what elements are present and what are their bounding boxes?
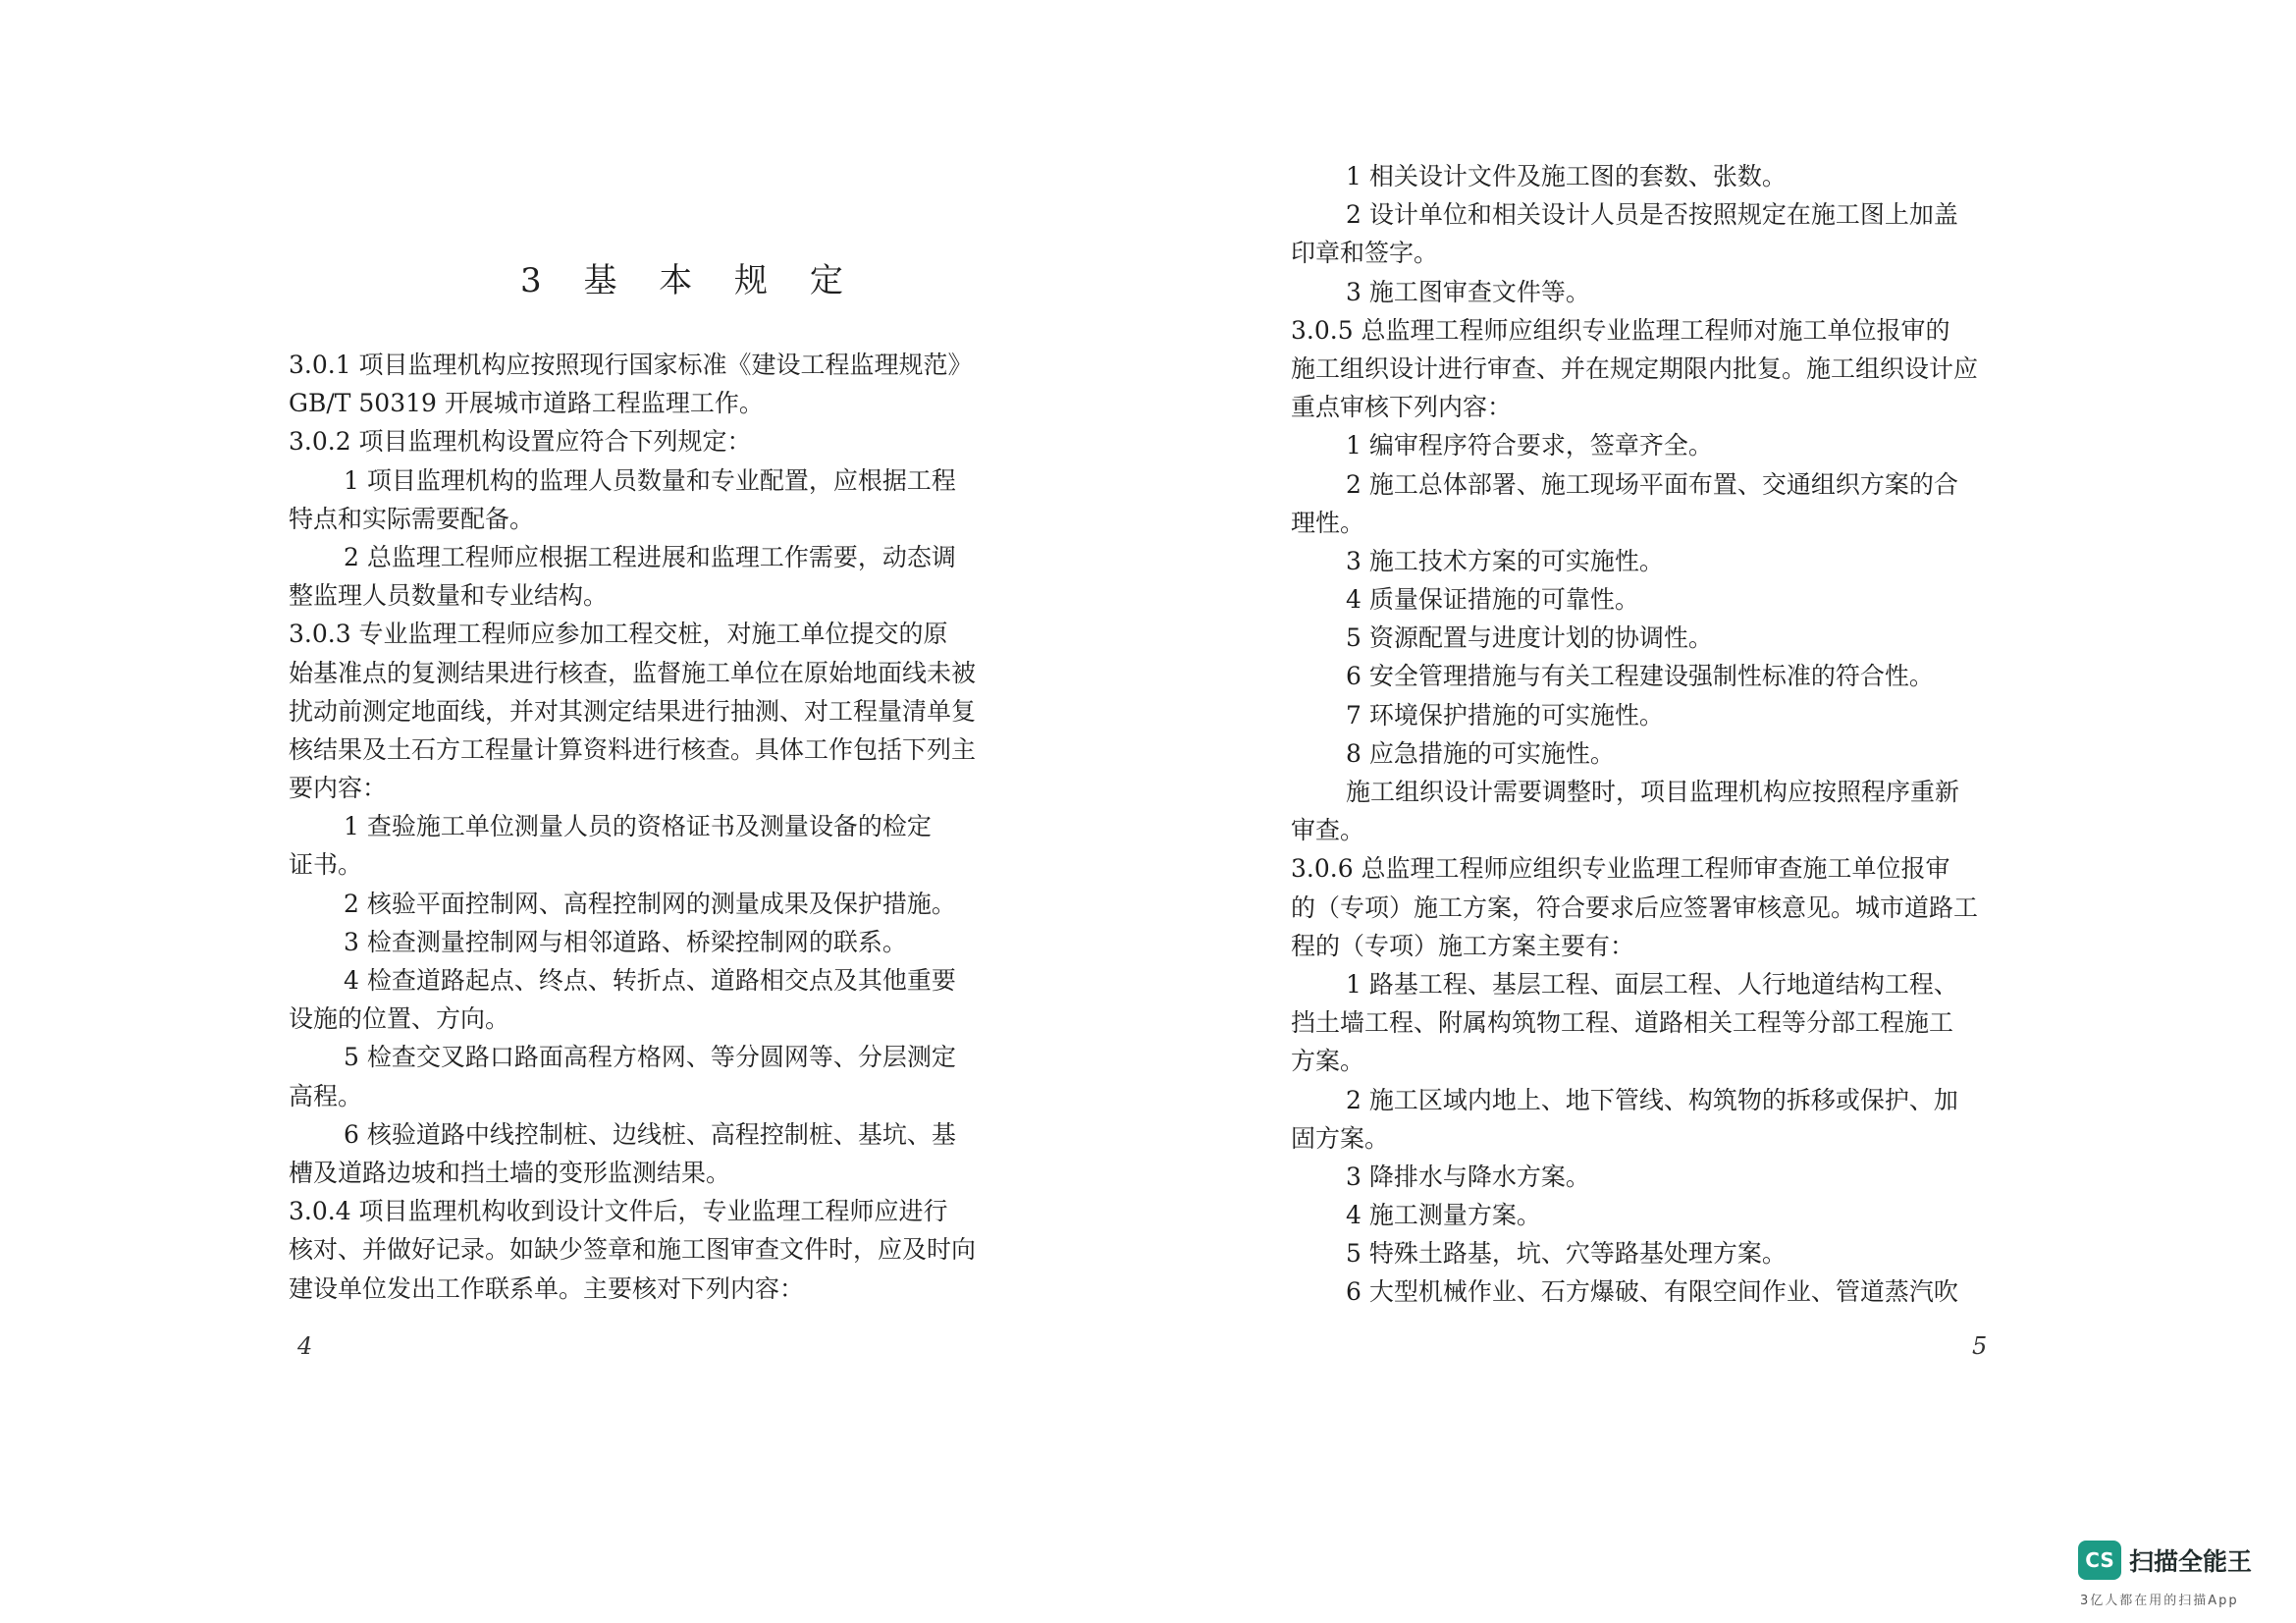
text-line: 3 施工图审查文件等。 <box>1346 277 1590 306</box>
text-line: 1 路基工程、基层工程、面层工程、人行地道结构工程、 <box>1346 969 1958 999</box>
text-line: 5 检查交叉路口路面高程方格网、等分圆网等、分层测定 <box>344 1043 956 1072</box>
text-line: 始基准点的复测结果进行核查，监督施工单位在原始地面线未被 <box>289 658 977 687</box>
text-line: 3 检查测量控制网与相邻道路、桥梁控制网的联系。 <box>344 927 907 956</box>
right-text-block <box>1291 157 2029 1312</box>
text-line: 固方案。 <box>1291 1123 1390 1153</box>
text-line: 设施的位置、方向。 <box>289 1004 510 1034</box>
text-line: 5 资源配置与进度计划的协调性。 <box>1346 623 1713 653</box>
text-line: 3.0.1 项目监理机构应按照现行国家标准《建设工程监理规范》 <box>289 351 973 379</box>
text-line: 1 编审程序符合要求，签章齐全。 <box>1346 431 1713 460</box>
text-line: 1 项目监理机构的监理人员数量和专业配置，应根据工程 <box>344 465 956 495</box>
text-line: 施工组织设计进行审查、并在规定期限内批复。施工组织设计应 <box>1291 353 1979 383</box>
scanner-watermark <box>2078 1541 2274 1611</box>
text-line: 4 施工测量方案。 <box>1346 1201 1541 1230</box>
right-page <box>1148 0 2296 1623</box>
watermark-brand: 扫描全能王 <box>2129 1547 2253 1576</box>
text-line: 的（专项）施工方案，符合要求后应签署审核意见。城市道路工 <box>1291 893 1979 922</box>
chapter-title: 3 基 本 规 定 <box>520 261 859 300</box>
text-line: 2 总监理工程师应根据工程进展和监理工作需要，动态调 <box>344 542 956 571</box>
text-line: 特点和实际需要配备。 <box>289 504 535 533</box>
text-line: 5 特殊土路基，坑、穴等路基处理方案。 <box>1346 1239 1787 1269</box>
text-line: 2 施工区域内地上、地下管线、构筑物的拆移或保护、加 <box>1346 1085 1958 1114</box>
text-line: 3.0.2 项目监理机构设置应符合下列规定： <box>289 427 752 457</box>
text-line: GB/T 50319 开展城市道路工程监理工作。 <box>289 389 764 418</box>
text-line: 程的（专项）施工方案主要有： <box>1291 931 1635 960</box>
text-line: 理性。 <box>1291 508 1365 537</box>
text-line: 核结果及土石方工程量计算资料进行核查。具体工作包括下列主 <box>289 734 977 764</box>
cs-logo-icon: CS <box>2078 1541 2121 1580</box>
text-line: 挡土墙工程、附属构筑物工程、道路相关工程等分部工程施工 <box>1291 1008 1954 1038</box>
text-line: 3.0.3 专业监理工程师应参加工程交桩，对施工单位提交的原 <box>289 620 948 649</box>
text-line: 2 设计单位和相关设计人员是否按照规定在施工图上加盖 <box>1346 200 1958 230</box>
text-line: 高程。 <box>289 1081 363 1110</box>
text-line: 2 施工总体部署、施工现场平面布置、交通组织方案的合 <box>1346 469 1958 499</box>
text-line: 要内容： <box>289 774 388 803</box>
text-line: 重点审核下列内容： <box>1291 393 1513 422</box>
text-line: 施工组织设计需要调整时，项目监理机构应按照程序重新 <box>1346 778 1960 806</box>
text-line: 3.0.6 总监理工程师应组织专业监理工程师审查施工单位报审 <box>1291 854 1950 884</box>
text-line: 6 核验道路中线控制桩、边线桩、高程控制桩、基坑、基 <box>344 1119 956 1149</box>
text-line: 6 大型机械作业、石方爆破、有限空间作业、管道蒸汽吹 <box>1346 1277 1958 1307</box>
text-line: 3 施工技术方案的可实施性。 <box>1346 546 1664 575</box>
page-number-left: 4 <box>297 1332 313 1360</box>
left-text-block <box>289 346 1027 1308</box>
text-line: 4 质量保证措施的可靠性。 <box>1346 585 1639 615</box>
text-line: 1 相关设计文件及施工图的套数、张数。 <box>1346 162 1787 190</box>
watermark-tagline: 3亿人都在用的扫描App <box>2080 1594 2239 1608</box>
text-line: 审查。 <box>1291 816 1365 845</box>
text-line: 2 核验平面控制网、高程控制网的测量成果及保护措施。 <box>344 889 956 918</box>
text-line: 核对、并做好记录。如缺少签章和施工图审查文件时，应及时向 <box>289 1235 977 1265</box>
text-line: 印章和签字。 <box>1291 239 1439 268</box>
text-line: 建设单位发出工作联系单。主要核对下列内容： <box>289 1273 805 1303</box>
text-line: 扰动前测定地面线，并对其测定结果进行抽测、对工程量清单复 <box>289 696 977 726</box>
text-line: 整监理人员数量和专业结构。 <box>289 581 609 611</box>
text-line: 1 查验施工单位测量人员的资格证书及测量设备的检定 <box>344 812 932 841</box>
text-line: 槽及道路边坡和挡土墙的变形监测结果。 <box>289 1158 731 1187</box>
text-line: 8 应急措施的可实施性。 <box>1346 738 1615 768</box>
text-line: 方案。 <box>1291 1047 1365 1076</box>
text-line: 3.0.4 项目监理机构收到设计文件后，专业监理工程师应进行 <box>289 1197 948 1226</box>
text-line: 3.0.5 总监理工程师应组织专业监理工程师对施工单位报审的 <box>1291 315 1950 345</box>
text-line: 7 环境保护措施的可实施性。 <box>1346 700 1664 730</box>
text-line: 6 安全管理措施与有关工程建设强制性标准的符合性。 <box>1346 662 1934 691</box>
page-number-right: 5 <box>1972 1332 1988 1360</box>
text-line: 4 检查道路起点、终点、转折点、道路相交点及其他重要 <box>344 966 956 995</box>
text-line: 3 降排水与降水方案。 <box>1346 1162 1590 1191</box>
text-line: 证书。 <box>289 850 363 880</box>
